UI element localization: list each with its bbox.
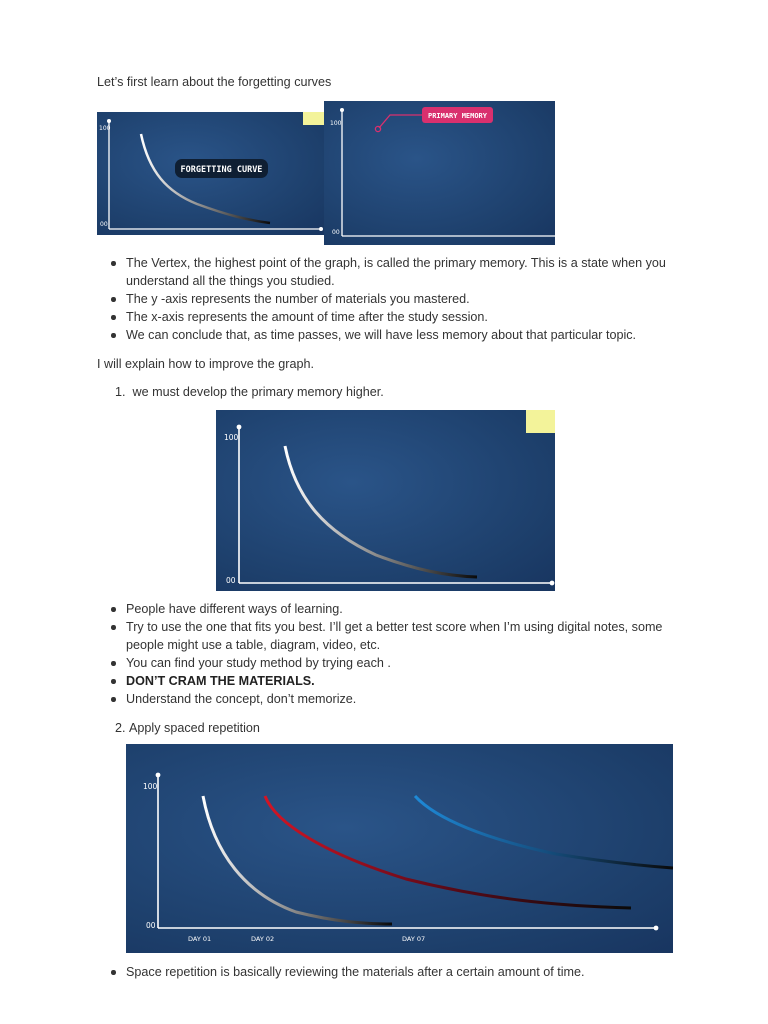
higher-primary-memory-image	[216, 410, 555, 591]
y-axis-top-label: 100	[99, 125, 111, 132]
y-axis-top-label: 100	[224, 433, 239, 442]
day-02-label: DAY 02	[251, 935, 275, 943]
badge-connector	[379, 115, 424, 128]
primary-memory-image	[324, 101, 555, 245]
bullet-list-3	[109, 963, 684, 981]
y-axis-bottom-label: 00	[100, 221, 108, 228]
primary-memory-badge: PRIMARY MEMORY	[427, 112, 488, 120]
y-axis-bottom-label: 00	[146, 921, 156, 930]
step-2-text: Apply spaced repetition	[129, 721, 260, 735]
list-item: We can conclude that, as time passes, we will have less memory about that particular topic.	[109, 326, 684, 344]
day-01-forgetting-curve	[203, 796, 392, 924]
day-07-forgetting-curve	[415, 796, 673, 868]
forgetting-curve-line	[141, 134, 270, 223]
y-axis-bottom-label: 00	[332, 229, 340, 236]
explain-text: I will explain how to improve the graph.	[97, 357, 315, 371]
spaced-repetition-image	[126, 744, 673, 953]
step-2	[115, 719, 260, 737]
sticky-note	[526, 410, 555, 433]
bullet-list-1	[109, 254, 684, 344]
y-axis-bottom-label: 00	[226, 576, 236, 585]
list-item: The x-axis represents the amount of time after the study session.	[109, 308, 684, 326]
list-item: The y -axis represents the number of materials you mastered.	[109, 290, 684, 308]
intro-text: Let’s first learn about the forgetting curves	[97, 75, 332, 89]
day-01-label: DAY 01	[188, 935, 212, 943]
day-07-label: DAY 07	[402, 935, 426, 943]
forgetting-curve-image	[97, 112, 327, 235]
y-axis-top-label: 100	[143, 782, 158, 791]
step-1-text: we must develop the primary memory higher.	[132, 385, 384, 399]
list-item: You can find your study method by trying each .	[109, 654, 684, 672]
bullet-list-2	[109, 600, 684, 708]
forgetting-curve-line	[285, 446, 477, 577]
y-axis-top-label: 100	[330, 120, 342, 127]
forgetting-curve-badge: FORGETTING CURVE	[180, 165, 263, 175]
list-item: People have different ways of learning.	[109, 600, 684, 618]
list-item: Try to use the one that fits you best. I’ll get a better test score when I’m using digital notes, some people might use a table, diagram, video, etc.	[109, 618, 684, 654]
day-02-forgetting-curve	[265, 796, 631, 908]
step-1-number: 1.	[115, 385, 126, 399]
step-2-number: 2.	[115, 721, 126, 735]
list-item: DON’T CRAM THE MATERIALS.	[109, 672, 684, 690]
list-item: Space repetition is basically reviewing the materials after a certain amount of time.	[109, 963, 684, 981]
list-item: Understand the concept, don’t memorize.	[109, 690, 684, 708]
list-item: The Vertex, the highest point of the graph, is called the primary memory. This is a state when you understand all the things you studied.	[109, 254, 684, 290]
step-1	[115, 383, 384, 401]
